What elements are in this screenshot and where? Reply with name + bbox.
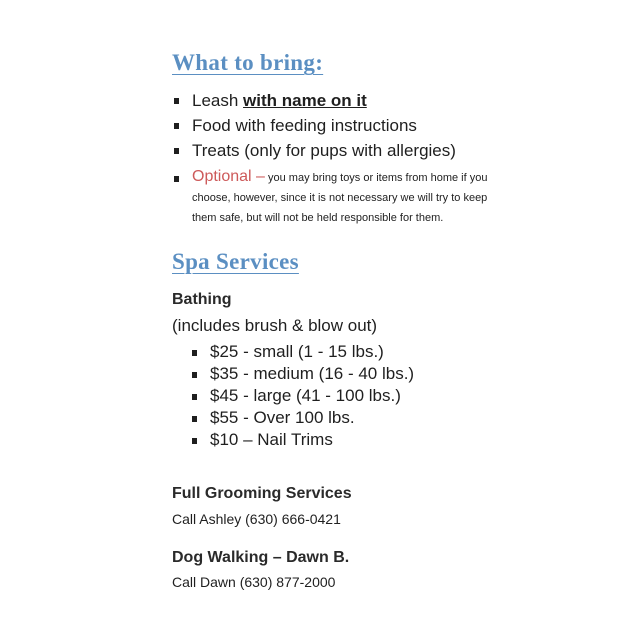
bathing-price-list — [190, 341, 414, 451]
price-item: $55 - Over 100 lbs. — [190, 407, 414, 429]
bathing-note: (includes brush & blow out) — [172, 316, 378, 335]
list-item-leash — [172, 88, 492, 113]
dog-walking-title: Dog Walking – Dawn B. — [172, 549, 350, 566]
price-item: $45 - large (41 - 100 lbs.) — [190, 385, 414, 407]
bathing-title: Bathing — [172, 291, 232, 308]
leash-emphasis: with name on it — [243, 91, 367, 110]
price-item: $25 - small (1 - 15 lbs.) — [190, 341, 414, 363]
spa-services-heading: Spa Services — [172, 249, 299, 274]
list-item-food — [172, 113, 492, 138]
food-text: Food with feeding instructions — [192, 116, 417, 135]
list-item-optional — [172, 167, 492, 227]
price-item: $10 – Nail Trims — [190, 429, 414, 451]
treats-text: Treats (only for pups with allergies) — [192, 141, 456, 160]
leash-prefix: Leash — [192, 91, 244, 110]
grooming-contact: Call Ashley (630) 666-0421 — [172, 511, 341, 527]
price-item: $35 - medium (16 - 40 lbs.) — [190, 363, 414, 385]
dog-walking-contact: Call Dawn (630) 877-2000 — [172, 574, 336, 590]
what-to-bring-list — [172, 88, 492, 227]
list-item-treats — [172, 138, 492, 163]
what-to-bring-heading: What to bring: — [172, 50, 324, 75]
optional-label: Optional – — [192, 168, 265, 185]
grooming-title: Full Grooming Services — [172, 485, 352, 502]
optional-text: you may bring toys or items from home if you choose, however, since it is not necessary we will try to keep them safe, but will not be held responsible for them. — [192, 172, 488, 224]
